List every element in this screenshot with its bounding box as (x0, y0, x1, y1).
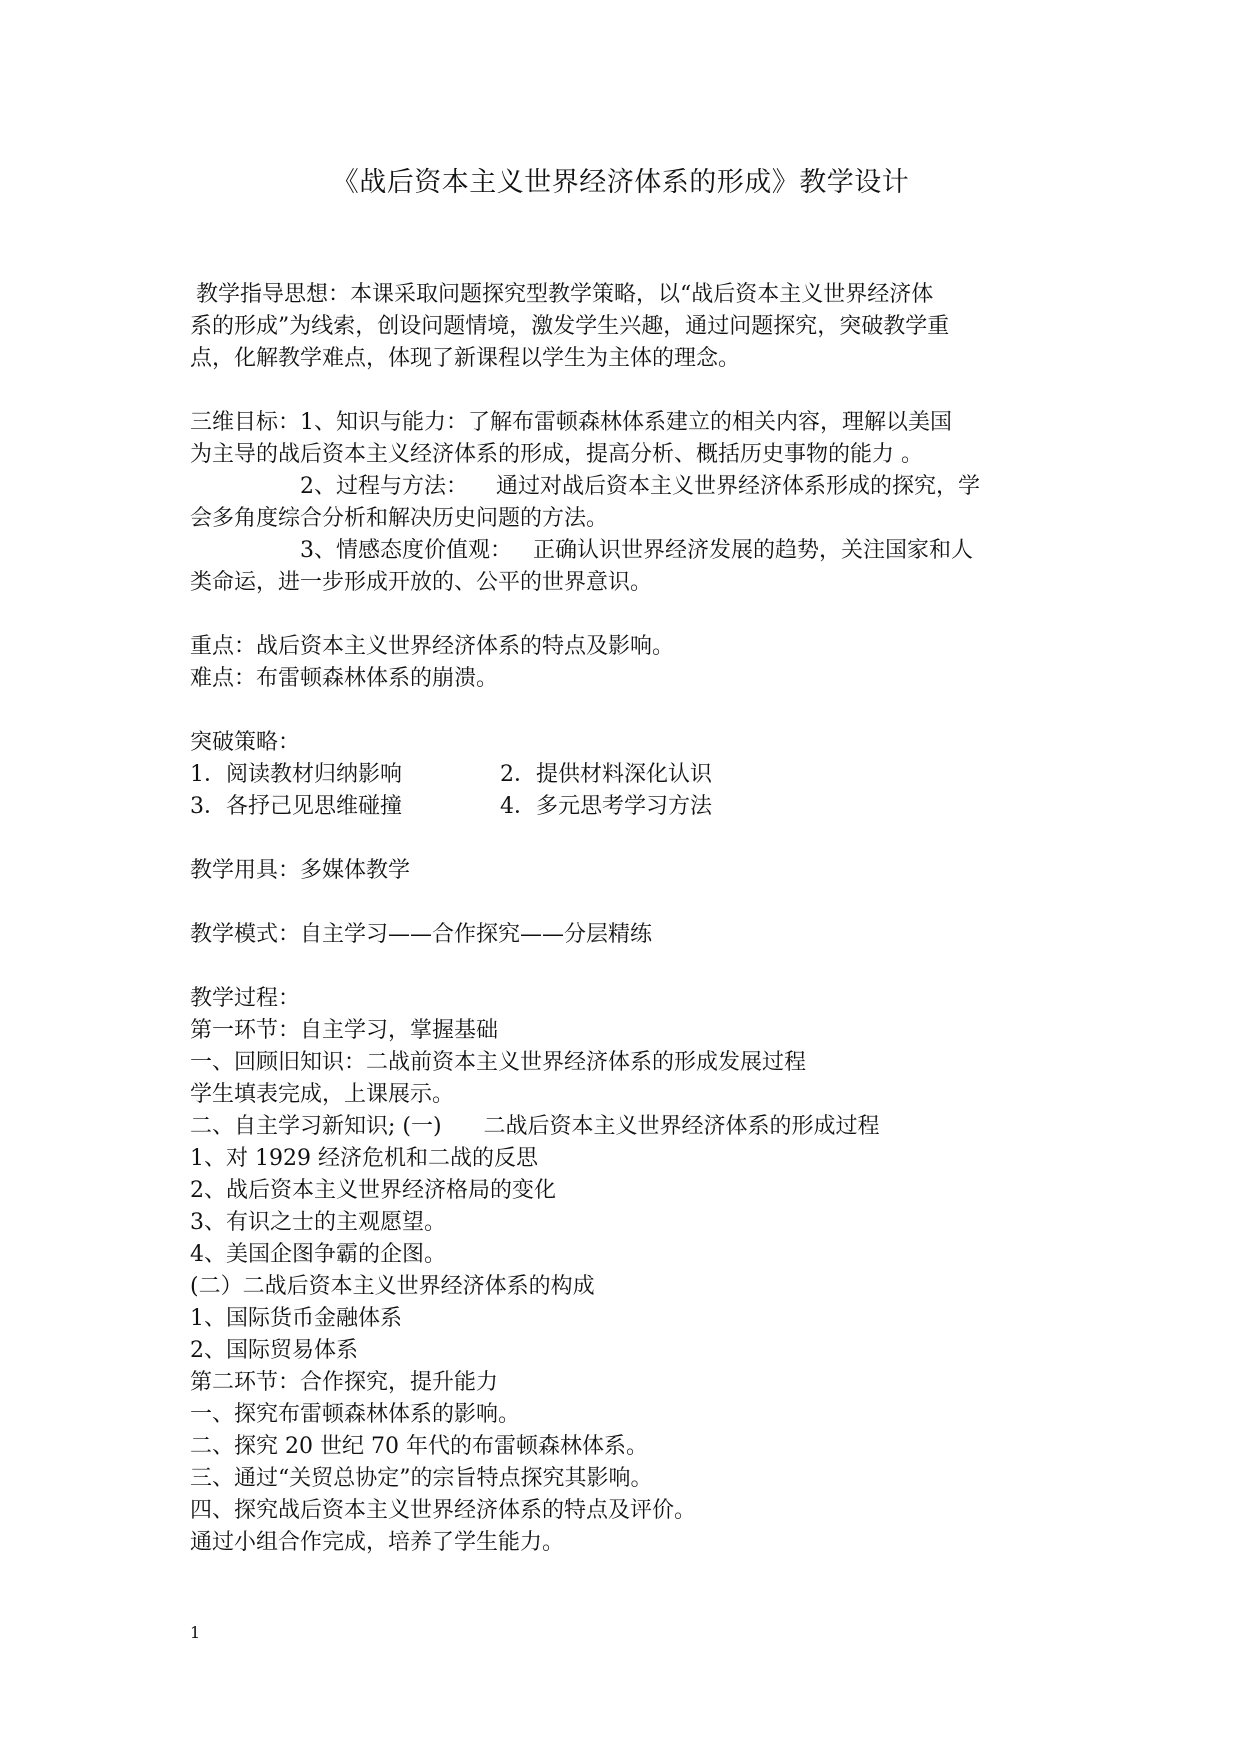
process-line: 第一环节：自主学习，掌握基础 (190, 1018, 499, 1043)
process-line: 三、通过“关贸总协定”的宗旨特点探究其影响。 (190, 1466, 653, 1491)
guiding-thought-line: 点，化解教学难点，体现了新课程以学生为主体的理念。 (190, 346, 741, 371)
document-body (190, 279, 1070, 1559)
teaching-tools: 教学用具：多媒体教学 (190, 858, 411, 883)
objective-line: 2、过程与方法： 通过对战后资本主义世界经济体系形成的探究，学 (300, 474, 980, 499)
process-line: 3、有识之士的主观愿望。 (190, 1210, 446, 1235)
objective-line: 会多角度综合分析和解决历史问题的方法。 (190, 506, 609, 531)
process-line: 一、探究布雷顿森林体系的影响。 (190, 1402, 521, 1427)
strategy-item: 1．阅读教材归纳影响 (190, 762, 402, 787)
process-line: 2、战后资本主义世界经济格局的变化 (190, 1178, 556, 1203)
strategy-item: 4．多元思考学习方法 (500, 794, 712, 819)
page-number: 1 (190, 1623, 201, 1642)
process-heading: 教学过程： (190, 986, 301, 1011)
difficulty: 难点：布雷顿森林体系的崩溃。 (190, 666, 499, 691)
objective-line: 三维目标：1、知识与能力：了解布雷顿森林体系建立的相关内容，理解以美国 (190, 410, 952, 435)
process-line: 1、国际货币金融体系 (190, 1306, 402, 1331)
key-point: 重点：战后资本主义世界经济体系的特点及影响。 (190, 634, 675, 659)
strategy-row (190, 791, 1070, 823)
guiding-thought-line: 教学指导思想：本课采取问题探究型教学策略，以“战后资本主义世界经济体 (196, 282, 934, 307)
strategy-row (190, 759, 1070, 791)
process-line: 二、探究 20 世纪 70 年代的布雷顿森林体系。 (190, 1434, 648, 1459)
process-line: 2、国际贸易体系 (190, 1338, 358, 1363)
process-line: 1、对 1929 经济危机和二战的反思 (190, 1146, 538, 1171)
process-line: 第二环节：合作探究，提升能力 (190, 1370, 499, 1395)
guiding-thought-line: 系的形成”为线索，创设问题情境，激发学生兴趣，通过问题探究，突破教学重 (190, 314, 950, 339)
strategy-section (190, 727, 1070, 823)
process-line: 四、探究战后资本主义世界经济体系的特点及评价。 (190, 1498, 697, 1523)
process-line: 一、回顾旧知识：二战前资本主义世界经济体系的形成发展过程 (190, 1050, 807, 1075)
process-line: 4、美国企图争霸的企图。 (190, 1242, 446, 1267)
objective-line: 3、情感态度价值观： 正确认识世界经济发展的趋势，关注国家和人 (300, 538, 973, 563)
process-line: 二、自主学习新知识; (一) 二战后资本主义世界经济体系的形成过程 (190, 1114, 880, 1139)
strategy-item: 2．提供材料深化认识 (500, 762, 712, 787)
objectives-section (190, 407, 1070, 599)
process-line: 通过小组合作完成，培养了学生能力。 (190, 1530, 565, 1555)
document-title: 《战后资本主义世界经济体系的形成》教学设计 (331, 167, 910, 198)
process-line: (二）二战后资本主义世界经济体系的构成 (190, 1274, 595, 1299)
objective-line: 为主导的战后资本主义经济体系的形成，提高分析、概括历史事物的能力 。 (190, 442, 923, 467)
process-section (190, 983, 1070, 1559)
guiding-thought-section (190, 279, 1070, 375)
process-line: 学生填表完成，上课展示。 (190, 1082, 455, 1107)
strategy-item: 3．各抒己见思维碰撞 (190, 794, 402, 819)
teaching-mode: 教学模式：自主学习——合作探究——分层精练 (190, 922, 653, 947)
strategy-heading: 突破策略： (190, 730, 301, 755)
objective-line: 类命运，进一步形成开放的、公平的世界意识。 (190, 570, 653, 595)
